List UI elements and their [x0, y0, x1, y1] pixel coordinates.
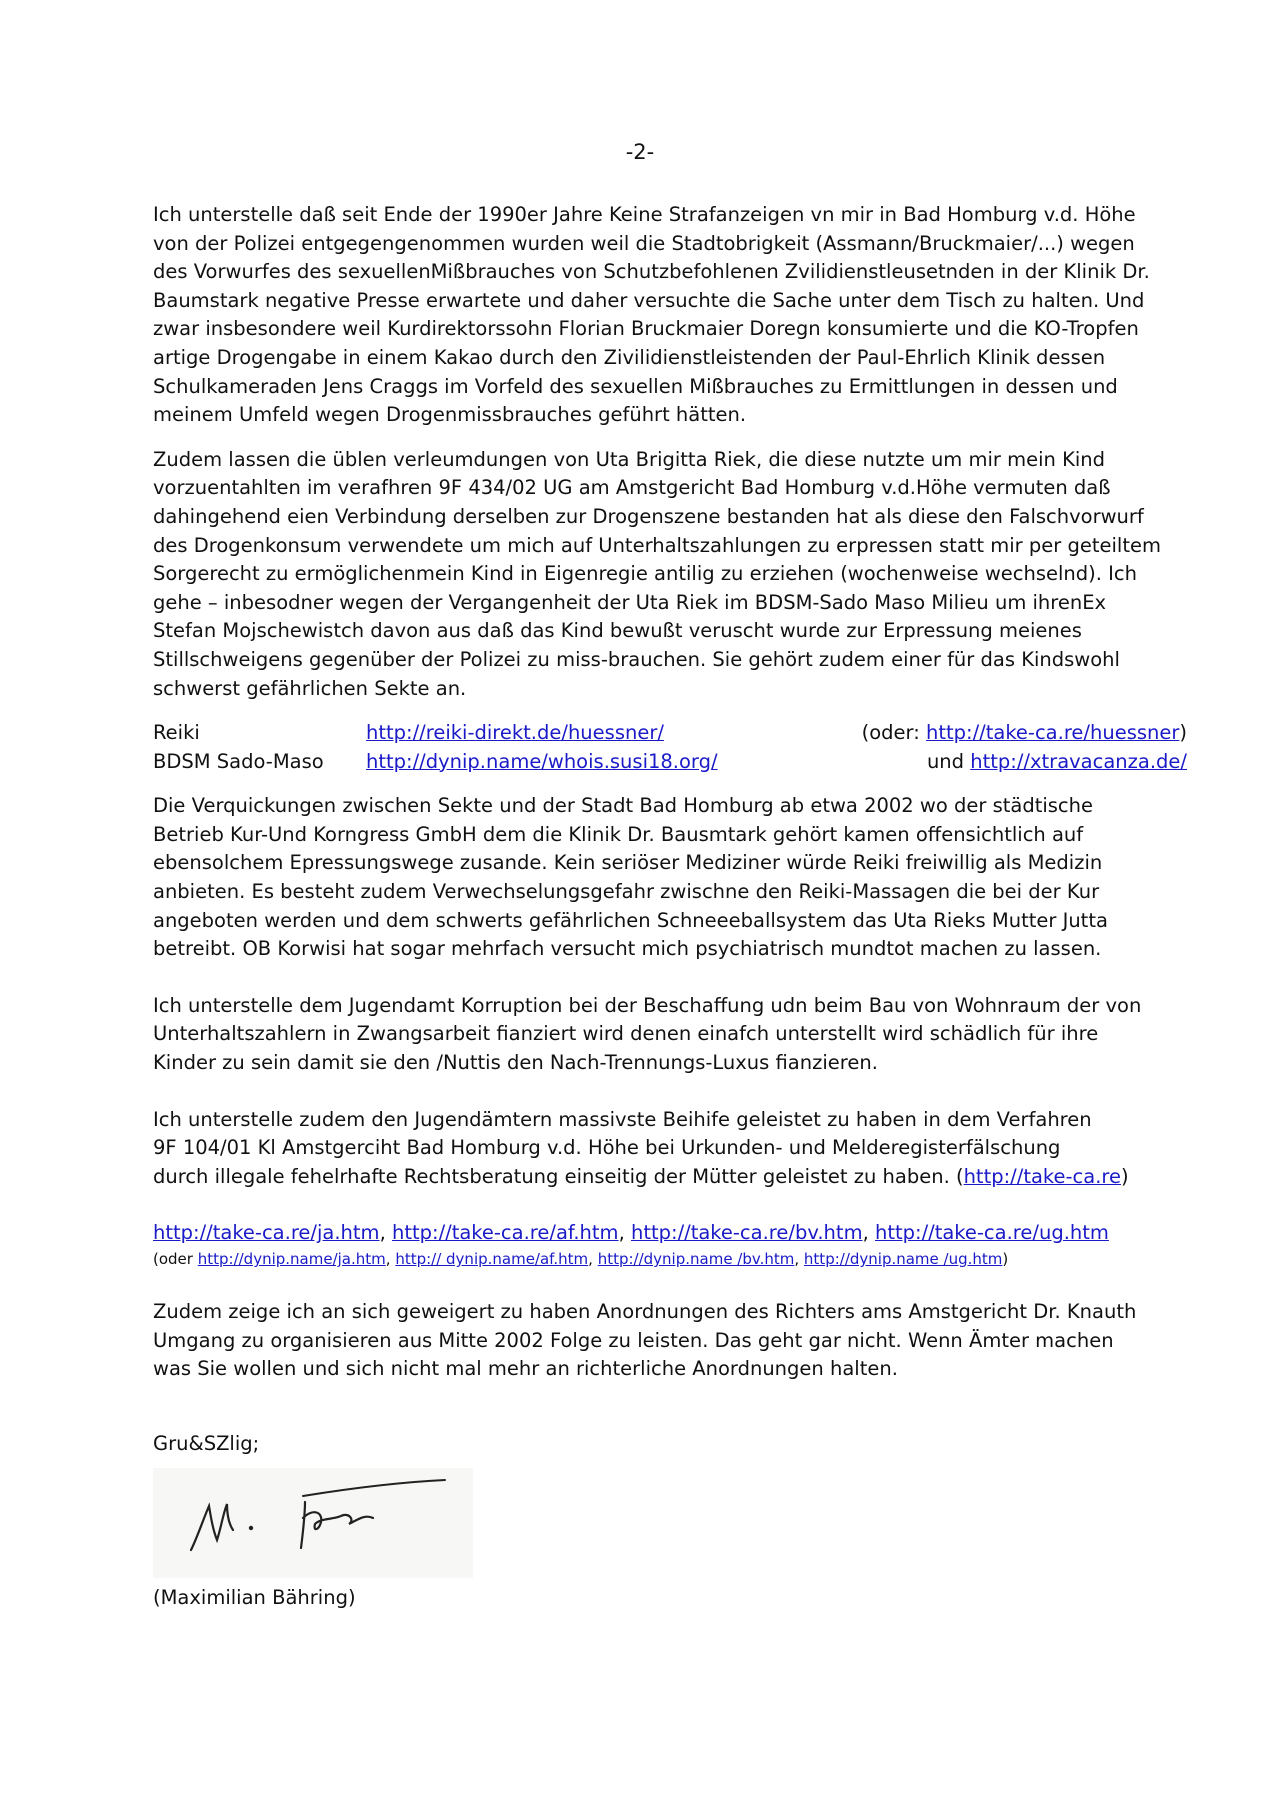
link-bdsm[interactable]: http://dynip.name/whois.susi18.org/	[366, 749, 718, 773]
signer-name: (Maximilian Bähring)	[153, 1586, 356, 1610]
page-number: -2-	[625, 140, 655, 164]
link-af[interactable]: http://take-ca.re/af.htm	[391, 1221, 619, 1245]
label-bdsm: BDSM Sado-Maso	[153, 749, 324, 773]
small-link-af[interactable]: http:// dynip.name/af.htm	[395, 1250, 589, 1268]
signature	[153, 1468, 473, 1578]
paragraph-5: Ich unterstelle zudem den Jugendämtern massivste Beihife geleistet zu haben in dem Verfahren 9F 104/01 Kl Amstgerciht Bad Homburg v.d. Höhe bei Urkunden- und Melderegisterfälschung durch illegale fehelrhafte Rechtsberatung einseitig der Mütter geleistet zu haben. (http://take-ca.re)	[153, 1107, 1129, 1188]
paragraph-4: Ich unterstelle dem Jugendamt Korruption bei der Beschaffung udn beim Bau von Wohnraum der von Unterhaltszahlern in Zwangsarbeit fianziert wird denen einafch unterstellt wird schädlich für ihre Kinder zu sein damit sie den /Nuttis den Nach-Trennungs-Luxus fianzieren.	[153, 993, 1142, 1075]
link-reiki[interactable]: http://reiki-direkt.de/huessner/	[366, 721, 664, 745]
closing: Gru&SZlig;	[153, 1431, 260, 1455]
link-ja[interactable]: http://take-ca.re/ja.htm	[153, 1221, 380, 1245]
paragraph-1: Ich unterstelle daß seit Ende der 1990er Jahre Keine Strafanzeigen vn mir in Bad Homburg v.d. Höhe von der Polizei entgegengenommen wurden weil die Stadtobrigkeit (Assmann/Bruckmaier/...) wegen des Vorwurfes des sexuellenMißbrauches von Schutzbefohlenen Zvilidienstleusetnden in der Klinik Dr. Baumstark negative Presse erwartete und daher versuchte die Sache unter dem Tisch zu halten. Und zwar insbesondere weil Kurdirektorssohn Florian Bruckmaier Doregn konsumierte und die KO-Tropfen artige Drogengabe in einem Kakao durch den Zivilidienstleistenden der Paul-Ehrlich Klinik dessen Schulkameraden Jens Craggs im Vorfeld des sexuellen Mißbrauches zu Ermittlungen in dessen und meinem Umfeld wegen Drogenmissbrauches geführt hätten.	[153, 203, 1150, 427]
link-ug[interactable]: http://take-ca.re/ug.htm	[874, 1221, 1109, 1245]
link-take-ca-huessner[interactable]: http://take-ca.re/huessner	[925, 721, 1180, 745]
link-xtravacanza[interactable]: http://xtravacanza.de/	[970, 749, 1187, 773]
paragraph-2: Zudem lassen die üblen verleumdungen von Uta Brigitta Riek, die diese nutzte um mir mein Kind vorzuentahlten im verafhren 9F 434/02 UG am Amstgericht Bad Homburg v.d.Höhe vermuten daß dahingehend eien Verbindung derselben zur Drogenszene bestanden hat als diese den Falschvorwurf des Drogenkonsum verwendete um mich auf Unterhaltszahlungen zu erpressen statt mir per geteiltem Sorgerecht zu ermöglichenmein Kind in Eigenregie antilig zu erziehen (wochenweise wechselnd). Ich gehe – inbesodner wegen der Vergangenheit der Uta Riek im BDSM-Sado Maso Milieu um ihrenEx Stefan Mojschewistch davon aus daß das Kind bewußt veruscht wurde zur Erpressung meienes Stillschweigens gegenüber der Polizei zu miss-brauchen. Sie gehört zudem einer für das Kindswohl schwerst gefährlichen Sekte an.	[153, 447, 1161, 700]
links-table	[153, 719, 1203, 776]
alt-link-bdsm: und http://xtravacanza.de/	[926, 749, 1187, 773]
label-reiki: Reiki	[153, 721, 200, 745]
link-row: http://take-ca.re/ja.htm, http://take-ca.re/af.htm, http://take-ca.re/bv.htm, http://take-ca.re/ug.htm	[153, 1221, 1109, 1245]
signature-image	[153, 1468, 473, 1578]
link-take-ca[interactable]: http://take-ca.re	[963, 1164, 1121, 1188]
small-link-row: (oder http://dynip.name/ja.htm, http:// dynip.name/af.htm, http://dynip.name /bv.htm, http://dynip.name /ug.htm)	[153, 1250, 1009, 1268]
small-link-ja[interactable]: http://dynip.name/ja.htm	[197, 1250, 386, 1268]
paragraph-6: Zudem zeige ich an sich geweigert zu haben Anordnungen des Richters ams Amstgericht Dr. Knauth Umgang zu organisieren aus Mitte 2002 Folge zu leisten. Das geht gar nicht. Wenn Ämter machen was Sie wollen und sich nicht mal mehr an richterliche Anordnungen halten.	[153, 1300, 1137, 1381]
link-bv[interactable]: http://take-ca.re/bv.htm	[630, 1221, 863, 1245]
paragraph-3: Die Verquickungen zwischen Sekte und der Stadt Bad Homburg ab etwa 2002 wo der städtische Betrieb Kur-Und Korngress GmbH dem die Klinik Dr. Bausmtark gehört kamen offensichtlich auf ebensolchem Epressungswege zusande. Kein seriöser Mediziner würde Reiki freiwillig als Medizin anbieten. Es besteht zudem Verwechselungsgefahr zwischne den Reiki-Massagen die bei der Kur angeboten werden und dem schwerts gefährlichen Schneeeballsystem das Uta Rieks Mutter Jutta betreibt. OB Korwisi hat sogar mehrfach versucht mich psychiatrisch mundtot machen zu lassen.	[153, 794, 1108, 961]
letter-body	[153, 201, 1203, 1613]
small-link-bv[interactable]: http://dynip.name /bv.htm	[597, 1250, 795, 1268]
small-link-ug[interactable]: http://dynip.name /ug.htm	[803, 1250, 1003, 1268]
alt-link-reiki: (oder: http://take-ca.re/huessner)	[861, 721, 1187, 745]
